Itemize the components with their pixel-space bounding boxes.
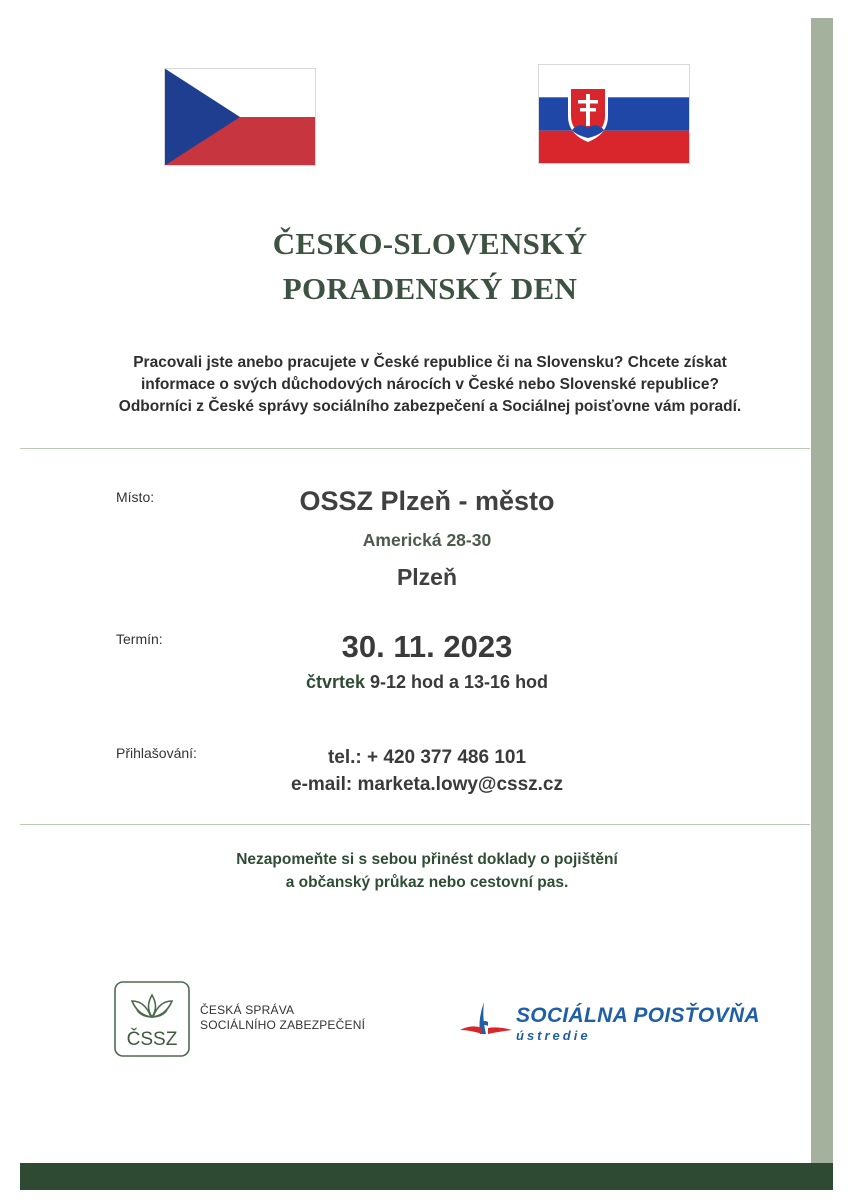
intro-line-1: Pracovali jste anebo pracujete v České republice či na Slovensku? Chcete získat	[133, 354, 727, 371]
reminder-line-1: Nezapomeňte si s sebou přinést doklady o pojištění	[236, 851, 618, 868]
sp-subtitle: ústredie	[516, 1028, 591, 1043]
title-line-1: ČESKO-SLOVENSKÝ	[272, 226, 588, 261]
reminder-line-2: a občanský průkaz nebo cestovní pas.	[285, 874, 569, 891]
event-hours: 9-12 hod a 13-16 hod	[370, 672, 549, 692]
divider	[20, 824, 810, 825]
event-time	[0, 672, 848, 693]
title-line-2: PORADENSKÝ DEN	[282, 271, 578, 306]
place-label: Místo:	[116, 489, 155, 505]
registration-phone: tel.: + 420 377 486 101	[327, 747, 527, 768]
cssz-logo	[114, 981, 190, 1057]
sp-sail-icon	[458, 1000, 514, 1040]
cssz-name-line-1: ČESKÁ SPRÁVA	[200, 1003, 295, 1017]
event-day: čtvrtek	[305, 672, 365, 692]
event-date: 30. 11. 2023	[341, 629, 513, 664]
intro-line-2: informace o svých důchodových nárocích v České nebo Slovenské republice?	[141, 376, 719, 393]
bottom-border-bar	[20, 1163, 833, 1190]
cssz-name-line-2: SOCIÁLNÍHO ZABEZPEČENÍ	[200, 1018, 366, 1032]
right-border-bar	[811, 18, 833, 1188]
cssz-mark: ČSSZ	[126, 1029, 178, 1050]
sp-name: SOCIÁLNA POISŤOVŇA	[516, 1004, 760, 1027]
czech-flag-icon	[164, 68, 316, 166]
intro-line-3: Odborníci z České správy sociálního zabezpečení a Sociálnej poisťovne vám poradí.	[118, 398, 742, 415]
registration-label: Přihlašování:	[116, 745, 197, 761]
slovak-flag-icon	[538, 64, 690, 164]
divider	[20, 448, 810, 449]
place-city: Plzeň	[396, 564, 458, 590]
registration-email: e-mail: marketa.lowy@cssz.cz	[291, 774, 563, 795]
date-label: Termín:	[116, 631, 163, 647]
place-name: OSSZ Plzeň - město	[299, 486, 555, 516]
place-street: Americká 28-30	[362, 530, 492, 550]
